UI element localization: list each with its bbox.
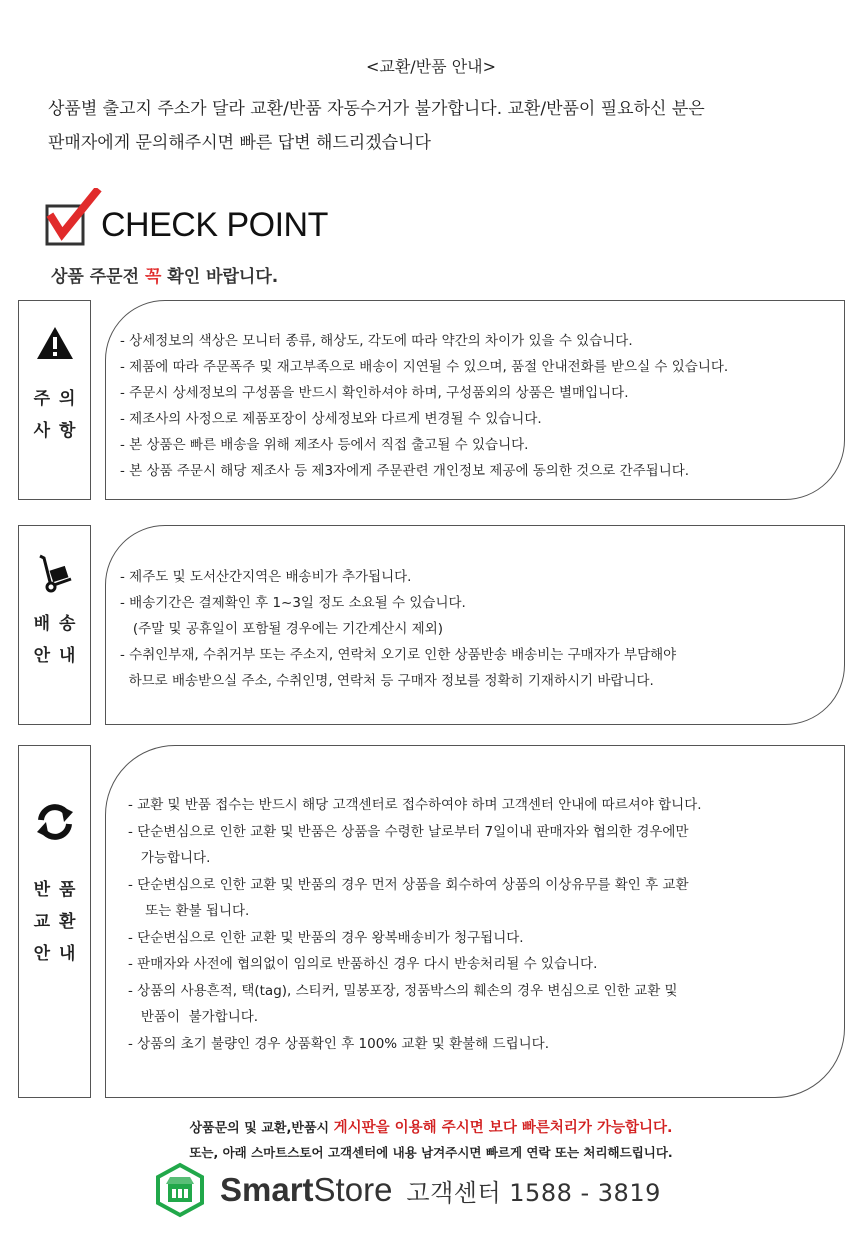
notice-line-1: 상품별 출고지 주소가 달라 교환/반품 자동수거가 불가합니다. 교환/반품이 필요하신 분은 bbox=[48, 99, 705, 119]
returns-content bbox=[105, 745, 845, 1098]
shipping-label-1: 배송 bbox=[33, 614, 85, 634]
returns-line: 가능합니다. bbox=[128, 850, 211, 866]
checkmark-icon bbox=[44, 188, 104, 250]
shipping-line: - 제주도 및 도서산간지역은 배송비가 추가됩니다. bbox=[120, 569, 412, 585]
shipping-line: 하므로 배송받으실 주소, 수취인명, 연락처 등 구매자 정보를 정확히 기재하시기 바랍니다. bbox=[120, 673, 654, 689]
customer-center-phone: 고객센터 1588 - 3819 bbox=[406, 1178, 661, 1207]
caution-line: - 본 상품 주문시 해당 제조사 등 제3자에게 주문관련 개인정보 제공에 동의한 것으로 간주됩니다. bbox=[120, 463, 690, 479]
footer-line-1-text: 상품문의 및 교환,반품시 bbox=[189, 1121, 334, 1136]
returns-line: 반품이 불가합니다. bbox=[128, 1009, 259, 1025]
smartstore-logo-icon bbox=[152, 1162, 208, 1218]
shipping-line: (주말 및 공휴일이 포함될 경우에는 기간계산시 제외) bbox=[120, 621, 444, 637]
returns-line: - 단순변심으로 인한 교환 및 반품의 경우 먼저 상품을 회수하여 상품의 이상유무를 확인 후 교환 bbox=[128, 876, 689, 893]
shipping-label-2: 안내 bbox=[33, 646, 85, 666]
shipping-label-box bbox=[18, 525, 91, 725]
notice-text bbox=[48, 92, 838, 160]
returns-line: - 상품의 초기 불량인 경우 상품확인 후 100% 교환 및 환불해 드립니다. bbox=[128, 1035, 549, 1052]
caution-content bbox=[105, 300, 845, 500]
notice-title: <교환/반품 안내> bbox=[365, 57, 497, 76]
subtitle-part: 확인 바랍니다. bbox=[161, 267, 279, 287]
caution-line: - 주문시 상세정보의 구성품을 반드시 확인하셔야 하며, 구성품외의 상품은 별매입니다. bbox=[120, 385, 629, 401]
check-point-subtitle bbox=[51, 262, 278, 287]
returns-line: - 판매자와 사전에 협의없이 임의로 반품하신 경우 다시 반송처리될 수 있습니다. bbox=[128, 956, 598, 972]
caution-line: - 본 상품은 빠른 배송을 위해 제조사 등에서 직접 출고될 수 있습니다. bbox=[120, 437, 529, 453]
returns-line: - 단순변심으로 인한 교환 및 반품은 상품을 수령한 날로부터 7일이내 판매자와 협의한 경우에만 bbox=[128, 823, 689, 840]
refresh-icon bbox=[33, 800, 77, 844]
shipping-content bbox=[105, 525, 845, 725]
footer-highlight: 게시판을 이용해 주시면 보다 빠른처리가 가능합니다. bbox=[333, 1120, 673, 1136]
check-point-title: CHECK POINT bbox=[101, 206, 328, 244]
smartstore-contact bbox=[152, 1160, 661, 1220]
returns-line: - 교환 및 반품 접수는 반드시 해당 고객센터로 접수하여야 하며 고객센터 안내에 따르셔야 합니다. bbox=[128, 797, 702, 813]
returns-label-3: 안내 bbox=[33, 944, 85, 964]
caution-label-box bbox=[18, 300, 91, 500]
returns-line: 또는 환불 됩니다. bbox=[128, 903, 250, 919]
returns-label-1: 반품 bbox=[33, 880, 85, 900]
caution-line: - 상세정보의 색상은 모니터 종류, 해상도, 각도에 따라 약간의 차이가 있을 수 있습니다. bbox=[120, 333, 633, 349]
caution-label-2: 사항 bbox=[33, 421, 85, 441]
caution-line: - 제품에 따라 주문폭주 및 재고부족으로 배송이 지연될 수 있으며, 품절 안내전화를 받으실 수 있습니다. bbox=[120, 359, 729, 375]
shipping-line: - 수취인부재, 수취거부 또는 주소지, 연락처 오기로 인한 상품반송 배송비는 구매자가 부담해야 bbox=[120, 647, 677, 663]
notice-line-2: 판매자에게 문의해주시면 빠른 답변 해드리겠습니다 bbox=[48, 133, 431, 153]
caution-line: - 제조사의 사정으로 제품포장이 상세정보와 다르게 변경될 수 있습니다. bbox=[120, 411, 542, 427]
returns-line: - 단순변심으로 인한 교환 및 반품의 경우 왕복배송비가 청구됩니다. bbox=[128, 929, 524, 946]
subtitle-part: 상품 주문전 bbox=[51, 267, 145, 287]
warning-icon bbox=[35, 325, 75, 361]
footer-line-1 bbox=[0, 1116, 862, 1137]
returns-label-box bbox=[18, 745, 91, 1098]
subtitle-highlight: 꼭 bbox=[144, 267, 162, 287]
shipping-line: - 배송기간은 결제확인 후 1~3일 정도 소요될 수 있습니다. bbox=[120, 595, 466, 611]
hand-truck-icon bbox=[35, 554, 75, 594]
brand-name-bold: Smart bbox=[220, 1171, 314, 1208]
returns-label-2: 교환 bbox=[33, 912, 85, 932]
brand-name-regular: Store bbox=[313, 1171, 393, 1208]
footer-line-2: 또는, 아래 스마트스토어 고객센터에 내용 남겨주시면 빠르게 연락 또는 처리해드립니다. bbox=[189, 1145, 673, 1160]
returns-line: - 상품의 사용흔적, 택(tag), 스티커, 밀봉포장, 정품박스의 훼손의 경우 변심으로 인한 교환 및 bbox=[128, 982, 678, 999]
caution-label-1: 주의 bbox=[33, 389, 85, 409]
